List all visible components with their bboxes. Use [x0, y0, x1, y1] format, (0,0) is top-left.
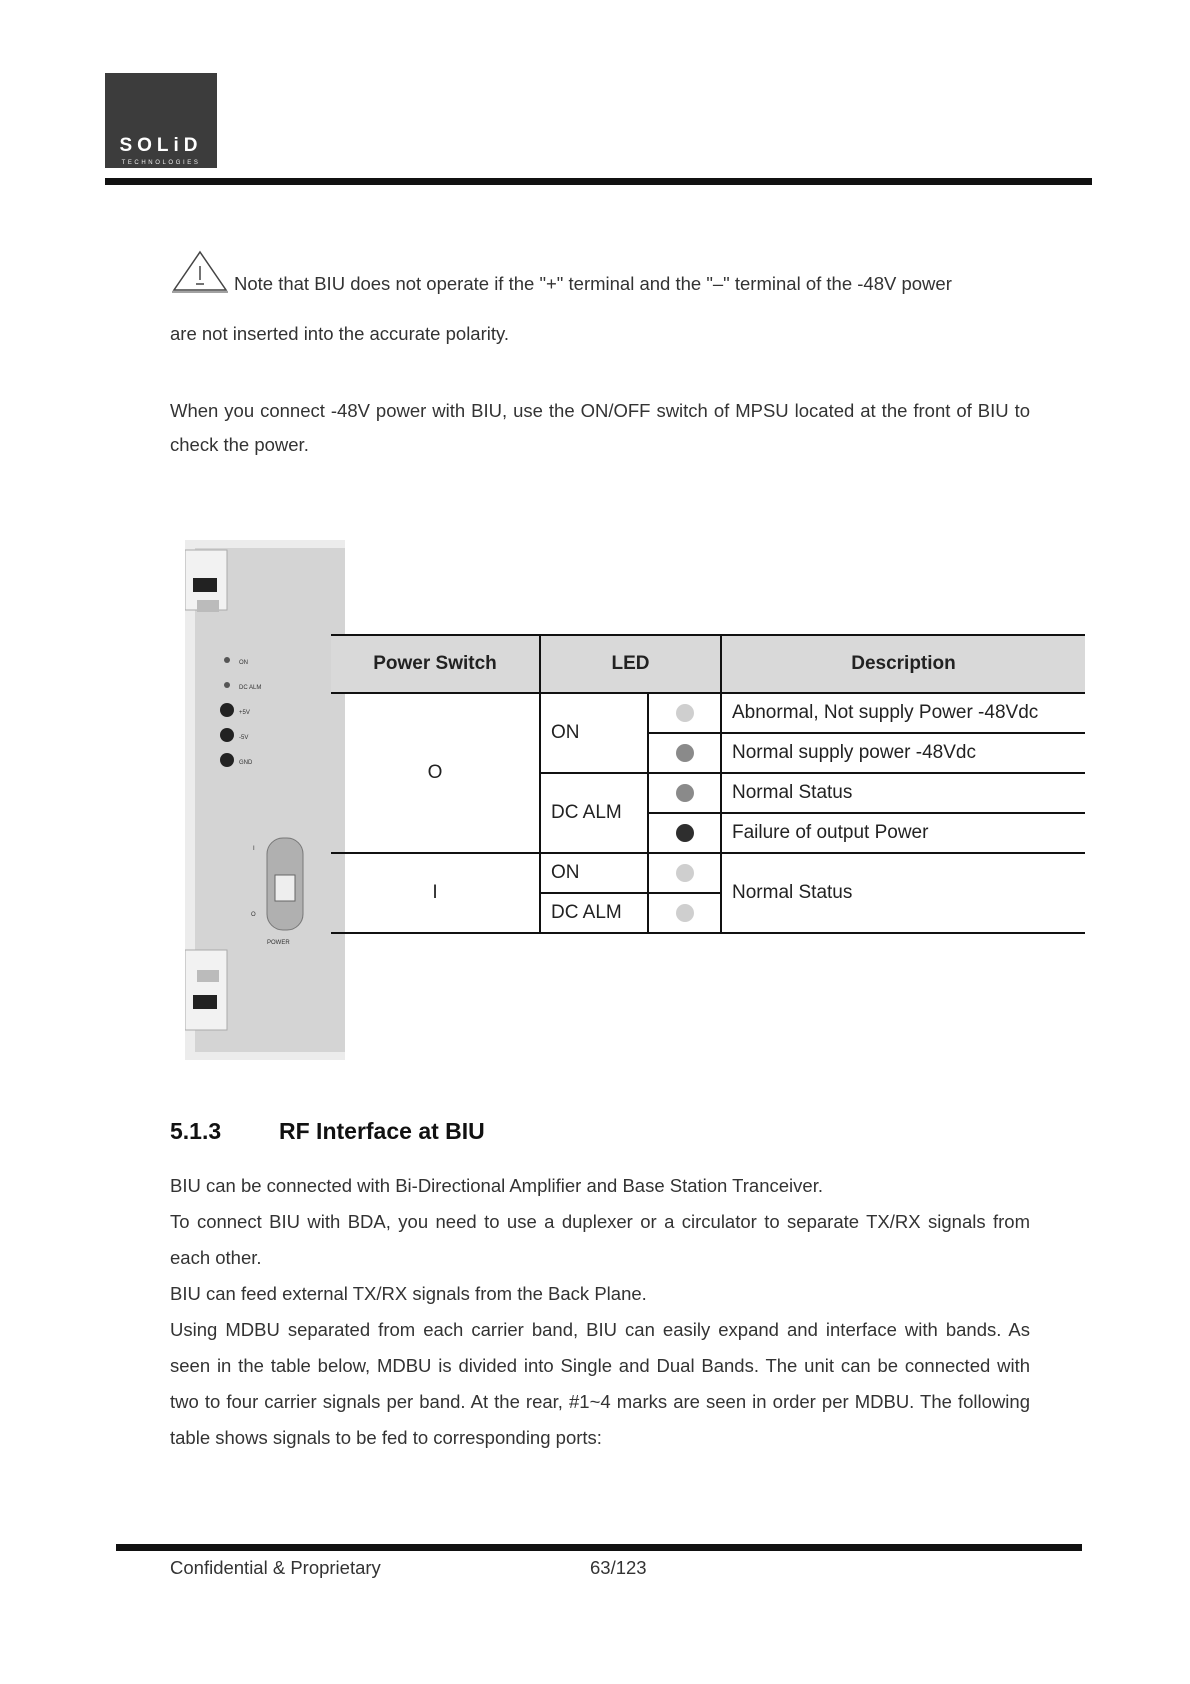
body-paragraph: BIU can feed external TX/RX signals from the Back Plane.	[170, 1283, 647, 1304]
module-switch-label-o: O	[251, 912, 256, 918]
module-label-power: POWER	[267, 940, 290, 946]
module-label-gnd: GND	[239, 760, 253, 766]
description-cell: Normal supply power -48Vdc	[721, 733, 1085, 773]
header-rule	[105, 178, 1092, 185]
section-title: RF Interface at BIU	[279, 1118, 485, 1144]
module-label-on: ON	[239, 660, 248, 666]
footer-rule	[116, 1544, 1082, 1551]
led-on-cell: ON	[540, 853, 648, 893]
led-indicator-icon	[676, 744, 694, 762]
led-dot-cell	[648, 733, 721, 773]
led-dot-cell	[648, 693, 721, 733]
section-body	[170, 1168, 1030, 1456]
section-number: 5.1.3	[170, 1118, 222, 1144]
body-paragraph: To connect BIU with BDA, you need to use a duplexer or a circulator to separate TX/RX signals from each other.	[170, 1211, 1030, 1268]
module-label-dc-alm: DC ALM	[239, 685, 262, 691]
mpsu-module-illustration	[185, 540, 345, 1060]
page-number: 63/123	[590, 1557, 647, 1578]
led-dot-cell	[648, 893, 721, 933]
power-paragraph: When you connect -48V power with BIU, use the ON/OFF switch of MPSU located at the front of BIU to check the power.	[170, 400, 1030, 455]
description-cell: Failure of output Power	[721, 813, 1085, 853]
led-dc-alm-cell: DC ALM	[540, 773, 648, 853]
led-dc-alm-cell: DC ALM	[540, 893, 648, 933]
warning-text-line1: Note that BIU does not operate if the "+" terminal and the "–" terminal of the -48V power	[234, 273, 952, 294]
footer-confidential: Confidential & Proprietary	[170, 1557, 381, 1578]
body-paragraph: Using MDBU separated from each carrier band, BIU can easily expand and interface with bands. As seen in the table below, MDBU is divided into Single and Dual Bands. The unit can be connected with two to four carrier signals per band. At the rear, #1~4 marks are seen in order per MDBU. The following table shows signals to be fed to corresponding ports:	[170, 1319, 1030, 1448]
table-row	[331, 853, 1085, 893]
led-indicator-icon	[676, 704, 694, 722]
module-label-minus5v: -5V	[239, 735, 249, 741]
description-cell: Abnormal, Not supply Power -48Vdc	[721, 693, 1085, 733]
switch-i-cell: I	[331, 853, 540, 933]
body-paragraph: BIU can be connected with Bi-Directional Amplifier and Base Station Tranceiver.	[170, 1175, 823, 1196]
description-cell: Normal Status	[721, 773, 1085, 813]
logo-word: SOLiD	[119, 135, 203, 156]
company-logo	[105, 73, 217, 168]
warning-triangle-icon	[172, 250, 228, 294]
led-indicator-icon	[676, 904, 694, 922]
led-indicator-icon	[676, 864, 694, 882]
header-led: LED	[540, 635, 721, 693]
module-switch-label-i: I	[253, 846, 255, 852]
header-description: Description	[721, 635, 1085, 693]
warning-text-line2: are not inserted into the accurate polarity.	[170, 323, 510, 344]
description-cell: Normal Status	[721, 853, 1085, 933]
led-indicator-icon	[676, 784, 694, 802]
module-label-plus5v: +5V	[239, 710, 250, 716]
led-status-table	[331, 634, 1085, 934]
led-dot-cell	[648, 853, 721, 893]
led-on-cell: ON	[540, 693, 648, 773]
led-indicator-icon	[676, 824, 694, 842]
switch-o-cell: O	[331, 693, 540, 853]
table-row	[331, 693, 1085, 733]
led-dot-cell	[648, 813, 721, 853]
logo-subtitle: TECHNOLOGIES	[121, 160, 201, 166]
table-header-row	[331, 635, 1085, 693]
header-power-switch: Power Switch	[331, 635, 540, 693]
led-dot-cell	[648, 773, 721, 813]
